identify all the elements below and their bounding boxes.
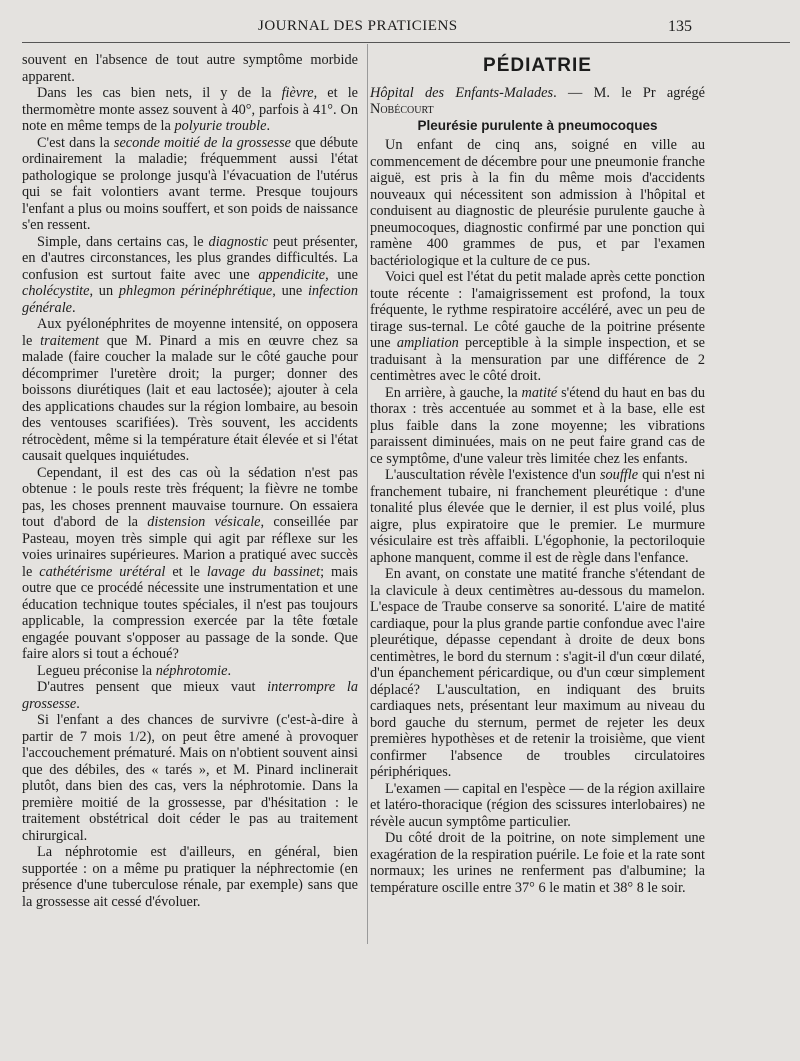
- paragraph: En avant, on constate une matité franche s'étendant de la clavicule à deux centimètres au-dessous du mamelon. L'espace de Traube conserve sa sonorité. L'aire de matité cardiaque, pour la plus grande partie confondue avec l'aire pleurétique, dépasse cependant à droite de deux bons centimètres, le bord du sternum : s'agit-il d'un cœur dilaté, d'un épanchement péricardique, ou d'un cœur simplement déplacé? L'auscultation, en indiquant des bruits cardiaques nets, présentant leur maximum au niveau du bord gauche du sternum, permet de rejeter les deux premières hypothèses et de retenir la troisième, que vient confirmer l'absence de troubles circulatoires périphériques.: [370, 566, 705, 780]
- paragraph: La néphrotomie est d'ailleurs, en général, bien supportée : on a même pu pratiquer la néphrectomie (en présence d'une tuberculose rénale, par exemple) sans que la grossesse ait cessé d'évoluer.: [22, 844, 358, 910]
- paragraph: Dans les cas bien nets, il y de la fièvre, et le thermomètre monte assez souvent à 40°, parfois à 41°. On note en même temps de la polyurie trouble.: [22, 85, 359, 134]
- header-rule: [22, 42, 790, 43]
- paragraph: En arrière, à gauche, la matité s'étend du haut en bas du thorax : très accentuée au sommet et à la base, elle est plus faible dans la zone moyenne; les vibrations paraissent diminuées, mais on ne peut faire grand cas de ce symptôme, d'une valeur très limitée chez les enfants.: [370, 384, 706, 467]
- author-name: Nobécourt: [370, 101, 434, 117]
- byline: Hôpital des Enfants-Malades. — M. le Pr agrégé Nobécourt: [370, 84, 706, 117]
- left-column: [22, 52, 358, 910]
- paragraph: Voici quel est l'état du petit malade après cette ponction toute récente : l'amaigrissement est profond, la toux fréquente, le rythme respiratoire accéléré, avec un peu de tirage sus-ternal. Le côté gauche de la poitrine présente une ampliation perceptible à la simple inspection, et se traduisant à la mensuration par une différence de 2 centimètres avec le côté droit.: [370, 269, 705, 384]
- paragraph: L'auscultation révèle l'existence d'un souffle qui n'est ni franchement tubaire, ni franchement pleurétique : d'une tonalité plus élevée que le dernier, il est plus voilé, plus aigre, plus expiratoire que le premier. Le murmure vésiculaire est très affaibli. L'égophonie, la pectoriloquie aphone manquent, comme il est de règle dans l'enfance.: [370, 467, 706, 566]
- paragraph: L'examen — capital en l'espèce — de la région axillaire et latéro-thoracique (région des scissures interlobaires) ne révèle aucun symptôme particulier.: [370, 780, 705, 830]
- paragraph: Un enfant de cinq ans, soigné en ville au commencement de décembre pour une pneumonie franche aiguë, est pris à la fin du même mois d'accidents nouveaux qui nécessitent son admission à l'hôpital et conduisent au diagnostic de pleurésie purulente gauche à pneumocoques, diagnostic confirmé par une ponction qui ramène 400 grammes de pus, et par l'examen bactériologique et la culture de ce pus.: [370, 137, 705, 269]
- right-column: [370, 52, 705, 896]
- paragraph: Si l'enfant a des chances de survivre (c'est-à-dire à partir de 7 mois 1/2), on peut être amené à provoquer l'accouchement prématuré. Mais on n'obtient souvent ainsi que des débiles, des « tarés », et M. Pinard inclinerait plutôt, dans bien des cas, vers la néphrotomie. Dans la première moitié de la grossesse, par d'hésitation : le traitement obstétrical doit céder le pas au traitement chirurgical.: [22, 712, 358, 844]
- running-head: JOURNAL DES PRATICIENS: [258, 18, 458, 34]
- paragraph: Du côté droit de la poitrine, on note simplement une exagération de la respiration puérile. Le foie et la rate sont normaux; les urines ne renferment pas d'albumine; la température oscille entre 37° 6 le matin et 38° 8 le soir.: [370, 830, 705, 896]
- page-number: 135: [668, 18, 692, 35]
- article-title: Pleurésie purulente à pneumocoques: [417, 117, 658, 133]
- column-divider: [367, 44, 368, 944]
- section-title: PÉDIATRIE: [483, 55, 592, 76]
- paragraph: souvent en l'absence de tout autre symptôme morbide apparent.: [22, 52, 358, 85]
- paragraph: D'autres pensent que mieux vaut interrompre la grossesse.: [22, 679, 359, 712]
- paragraph: Simple, dans certains cas, le diagnostic peut présenter, en d'autres circonstances, les plus grandes difficultés. La confusion est surtout faite avec une appendicite, une cholécystite, un phlegmon périnéphrétique, une infection générale.: [22, 233, 358, 316]
- hospital-name: Hôpital des Enfants-Malades: [370, 84, 554, 101]
- paragraph: C'est dans la seconde moitié de la grossesse que débute ordinairement la maladie; fréquemment aussi l'état pathologique se prolonge jusqu'à l'évacuation de l'utérus qui se fait volontiers avant terme. Presque toujours l'enfant a plus ou moins souffert, et son poids de naissance s'en ressent.: [22, 134, 358, 233]
- paragraph: Cependant, il est des cas où la sédation n'est pas obtenue : le pouls reste très fréquent; la fièvre ne tombe pas, les choses prennent mauvaise tournure. On essaiera tout d'abord de la distension vésicale, conseillée par Pasteau, moyen très simple qui agit par réflexe sur les voies urinaires supérieures. Marion a pratiqué avec succès le cathétérisme urétéral et le lavage du bassinet; mais outre que ce procédé nécessite une instrumentation et une éducation technique toutes spéciales, il n'est pas toujours applicable, la compression exercée par la tête fœtale engagée pouvant s'opposer au passage de la sonde. Que faire alors si tout a échoué?: [22, 464, 358, 662]
- paragraph: Aux pyélonéphrites de moyenne intensité, on opposera le traitement que M. Pinard a mis en œuvre chez sa malade (faire coucher la malade sur le côté gauche pour décomprimer l'uretère droit; la purger; donner des boissons diurétiques (lait et eau lactosée); ajouter à cela des applications chaudes sur la région lombaire, au besoin des ventouses scarifiées). Très souvent, les accidents rétrocèdent, même si la température était élevée et si l'état causait quelques inquiétudes.: [22, 316, 358, 464]
- paragraph: Legueu préconise la néphrotomie.: [37, 662, 232, 679]
